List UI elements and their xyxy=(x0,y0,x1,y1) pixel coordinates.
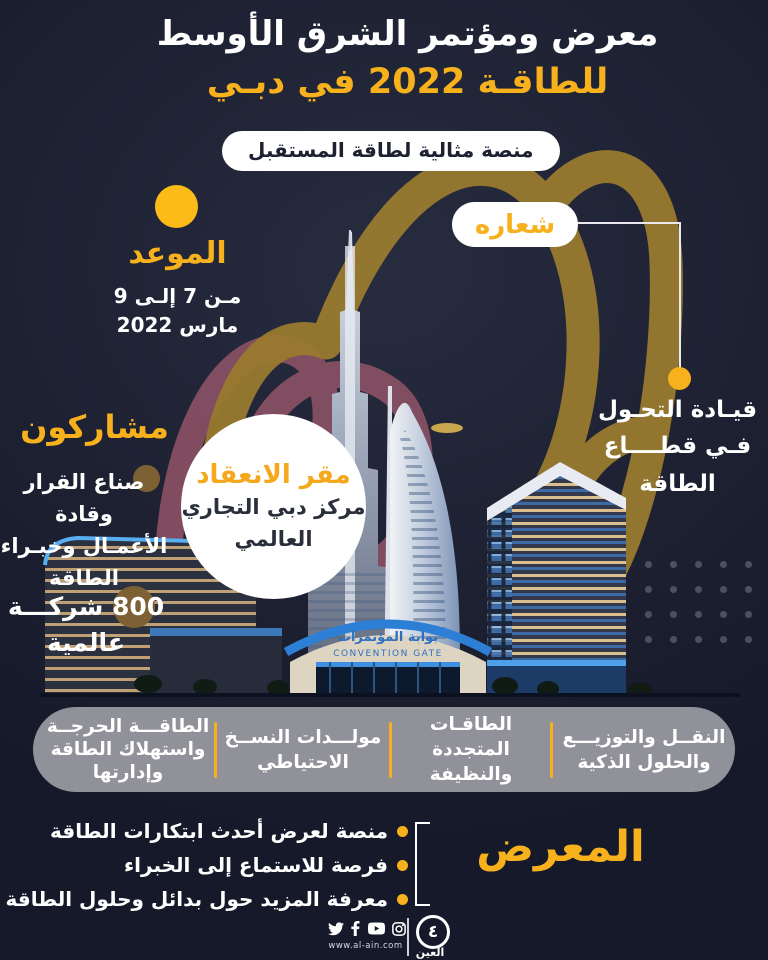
convention-gate-entrance xyxy=(286,624,490,695)
category-divider xyxy=(214,722,217,778)
alain-logo-icon xyxy=(416,915,450,949)
exhibition-bullet-2: فرصة للاستماع إلى الخبراء xyxy=(123,853,388,877)
bullet-dot xyxy=(397,894,408,905)
slogan-connector-dot xyxy=(668,367,691,390)
exhibition-bullet-row xyxy=(5,882,408,916)
category-transport xyxy=(553,725,735,775)
venue-circle xyxy=(181,414,366,599)
category-divider xyxy=(550,722,553,778)
exhibition-bullet-row xyxy=(40,814,408,848)
exhibition-bullets xyxy=(5,814,408,916)
category-renewables-line2: والنظيفة xyxy=(429,764,513,785)
twitter-icon[interactable] xyxy=(328,922,344,936)
youtube-icon[interactable] xyxy=(368,922,385,935)
venue-heading: مقر الانعقاد xyxy=(196,459,351,490)
venue-line1: مركز دبي التجاري xyxy=(181,494,366,519)
category-generators xyxy=(217,725,389,775)
participants-item2-line1: 800 شركـــة xyxy=(7,592,165,621)
participants-item1-line2: الأعمـال وخبـراء xyxy=(0,534,168,558)
category-generators-line1: مولـــدات النســخ xyxy=(224,726,382,748)
exhibition-bullet-1: منصة لعرض أحدث ابتكارات الطاقة xyxy=(49,819,388,843)
gate-sign-english: CONVENTION GATE xyxy=(333,649,443,659)
category-renewables-line1: الطاقـات المتجددة xyxy=(429,714,513,760)
exhibition-bullet-3: معرفة المزيد حول بدائل وحلول الطاقة xyxy=(5,887,388,911)
slogan-connector-vertical xyxy=(679,222,681,368)
category-critical-line2: واستهلاك الطاقة xyxy=(50,739,206,760)
subtitle-badge: منصة مثالية لطاقة المستقبل xyxy=(222,131,560,171)
website-url[interactable]: www.al-ain.com xyxy=(328,941,403,951)
exhibition-heading: المعرض xyxy=(476,822,645,872)
participants-item-2 xyxy=(0,589,172,661)
date-heading: الموعد xyxy=(128,236,227,271)
participants-heading: مشاركون xyxy=(20,408,169,446)
main-title-line1: معرض ومؤتمر الشرق الأوسط xyxy=(156,14,659,54)
date-month: مارس 2022 xyxy=(116,313,239,337)
category-critical-power xyxy=(42,715,214,784)
category-generators-line2: الاحتياطي xyxy=(257,751,349,773)
main-title-line2: للطاقـة 2022 في دبـي xyxy=(206,62,609,102)
category-transport-line1: النقــل والتوزيـــع xyxy=(562,726,726,748)
participants-item1-line1: صناع القرار وقادة xyxy=(23,470,145,526)
instagram-icon[interactable] xyxy=(392,922,406,936)
social-icons xyxy=(328,921,406,936)
footer-divider xyxy=(407,918,409,956)
category-critical-line3: وإدارتها xyxy=(92,762,164,783)
date-marker-circle xyxy=(155,185,198,228)
exhibition-bullet-row xyxy=(40,848,408,882)
participants-item2-line2: عالمية xyxy=(47,628,125,657)
bullet-dot xyxy=(397,826,408,837)
facebook-icon[interactable] xyxy=(351,921,360,936)
slogan-text-line1: قيـادة التحـول xyxy=(597,397,758,423)
slogan-text-line3: الطاقة xyxy=(639,471,716,497)
date-range: مـن 7 إلـى 9 xyxy=(113,284,242,308)
exhibition-bracket xyxy=(415,822,430,906)
category-transport-line2: والحلول الذكية xyxy=(577,751,711,773)
category-critical-line1: الطاقـــة الحرجــة xyxy=(46,716,210,737)
category-divider xyxy=(389,722,392,778)
ground-line xyxy=(40,693,740,697)
category-renewables xyxy=(392,712,550,787)
participants-item-1 xyxy=(0,466,168,594)
bullet-dot xyxy=(397,860,408,871)
slogan-connector-horizontal xyxy=(578,222,680,224)
gate-sign-arabic: بوابة المؤتمرات xyxy=(337,630,439,645)
slogan-badge: شعاره xyxy=(452,202,578,247)
alain-logo-text: العين xyxy=(415,946,445,959)
categories-bar xyxy=(33,707,735,792)
alain-logo-glyph: ٤ xyxy=(427,922,439,942)
participants-item1-line3: الطاقة xyxy=(49,566,119,590)
slogan-text-line2: فـي قطــــاع xyxy=(603,433,752,459)
venue-line2: العالمي xyxy=(234,526,313,551)
